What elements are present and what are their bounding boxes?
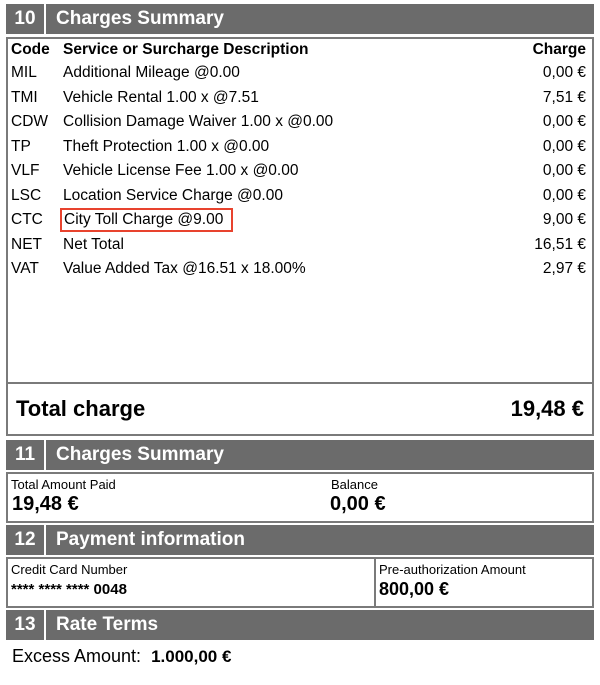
charges-table	[8, 39, 592, 282]
section-number: 12	[6, 525, 46, 555]
charge-code: CTC	[11, 211, 43, 229]
preauth-label: Pre-authorization Amount	[379, 562, 526, 577]
charge-code: MIL	[11, 64, 37, 82]
total-charge-value: 19,48 €	[510, 396, 584, 421]
charge-description: Theft Protection 1.00 x @0.00	[63, 137, 270, 155]
section-title: Charges Summary	[56, 8, 224, 29]
excess-amount-value: 1.000,00 €	[151, 647, 232, 666]
table-header-row	[8, 39, 592, 61]
charge-description: Value Added Tax @16.51 x 18.00%	[63, 260, 306, 278]
section-10-header	[6, 4, 594, 34]
charge-row	[8, 184, 592, 209]
charge-amount: 0,00 €	[542, 64, 586, 82]
column-header-code: Code	[11, 41, 50, 58]
charge-description: Location Service Charge @0.00	[63, 186, 283, 204]
total-amount-paid-value: 19,48 €	[12, 493, 79, 515]
highlighted-charge-description: City Toll Charge @9.00	[60, 208, 233, 232]
excess-amount-label: Excess Amount:	[12, 646, 142, 666]
section-title: Payment information	[56, 529, 245, 550]
charge-code: TMI	[11, 88, 38, 106]
payment-info-box	[6, 557, 594, 608]
section-number: 11	[6, 440, 46, 470]
charge-row	[8, 61, 592, 86]
charge-code: NET	[11, 235, 42, 253]
charge-row	[8, 135, 592, 160]
charge-code: CDW	[11, 113, 49, 131]
charge-amount: 16,51 €	[534, 235, 586, 253]
charge-row	[8, 159, 592, 184]
total-amount-paid-label: Total Amount Paid	[11, 477, 116, 492]
charge-description-cell	[63, 208, 497, 233]
charge-code: TP	[11, 137, 31, 155]
section-12-header	[6, 525, 594, 555]
credit-card-label: Credit Card Number	[11, 562, 128, 577]
charge-row	[8, 110, 592, 135]
charge-row	[8, 208, 592, 233]
balance-cell	[328, 474, 590, 521]
section-11-header	[6, 440, 594, 470]
total-charge-row	[8, 382, 592, 434]
charge-description: Vehicle Rental 1.00 x @7.51	[63, 88, 259, 106]
charge-description: Net Total	[63, 235, 124, 253]
credit-card-value: **** **** **** 0048	[11, 581, 127, 598]
preauth-value: 800,00 €	[379, 579, 450, 599]
charge-row	[8, 86, 592, 111]
charge-description: Vehicle License Fee 1.00 x @0.00	[63, 162, 299, 180]
charge-amount: 0,00 €	[542, 113, 586, 131]
column-header-description: Service or Surcharge Description	[63, 41, 309, 58]
charge-description: Additional Mileage @0.00	[63, 64, 240, 82]
charge-row	[8, 257, 592, 282]
preauth-cell	[376, 559, 590, 606]
charge-code: VAT	[11, 260, 39, 278]
section-number: 10	[6, 4, 46, 34]
charge-description: Collision Damage Waiver 1.00 x @0.00	[63, 113, 334, 131]
charge-row	[8, 233, 592, 258]
total-amount-paid-cell	[8, 474, 328, 521]
balance-label: Balance	[331, 477, 378, 492]
charges-table-box	[6, 37, 594, 436]
charge-code: VLF	[11, 162, 40, 180]
section-number: 13	[6, 610, 46, 640]
charge-amount: 9,00 €	[542, 211, 586, 229]
credit-card-cell	[8, 559, 376, 606]
charge-amount: 0,00 €	[542, 186, 586, 204]
charge-amount: 2,97 €	[542, 260, 586, 278]
excess-amount-line	[12, 646, 231, 667]
charge-amount: 0,00 €	[542, 137, 586, 155]
column-header-charge: Charge	[532, 41, 586, 58]
section-title: Rate Terms	[56, 614, 159, 635]
balance-value: 0,00 €	[330, 493, 386, 515]
charge-amount: 7,51 €	[542, 88, 586, 106]
charge-code: LSC	[11, 186, 42, 204]
section-13-header	[6, 610, 594, 640]
charge-amount: 0,00 €	[542, 162, 586, 180]
section-title: Charges Summary	[56, 444, 224, 465]
payment-summary-box	[6, 472, 594, 523]
total-charge-label: Total charge	[16, 396, 146, 421]
